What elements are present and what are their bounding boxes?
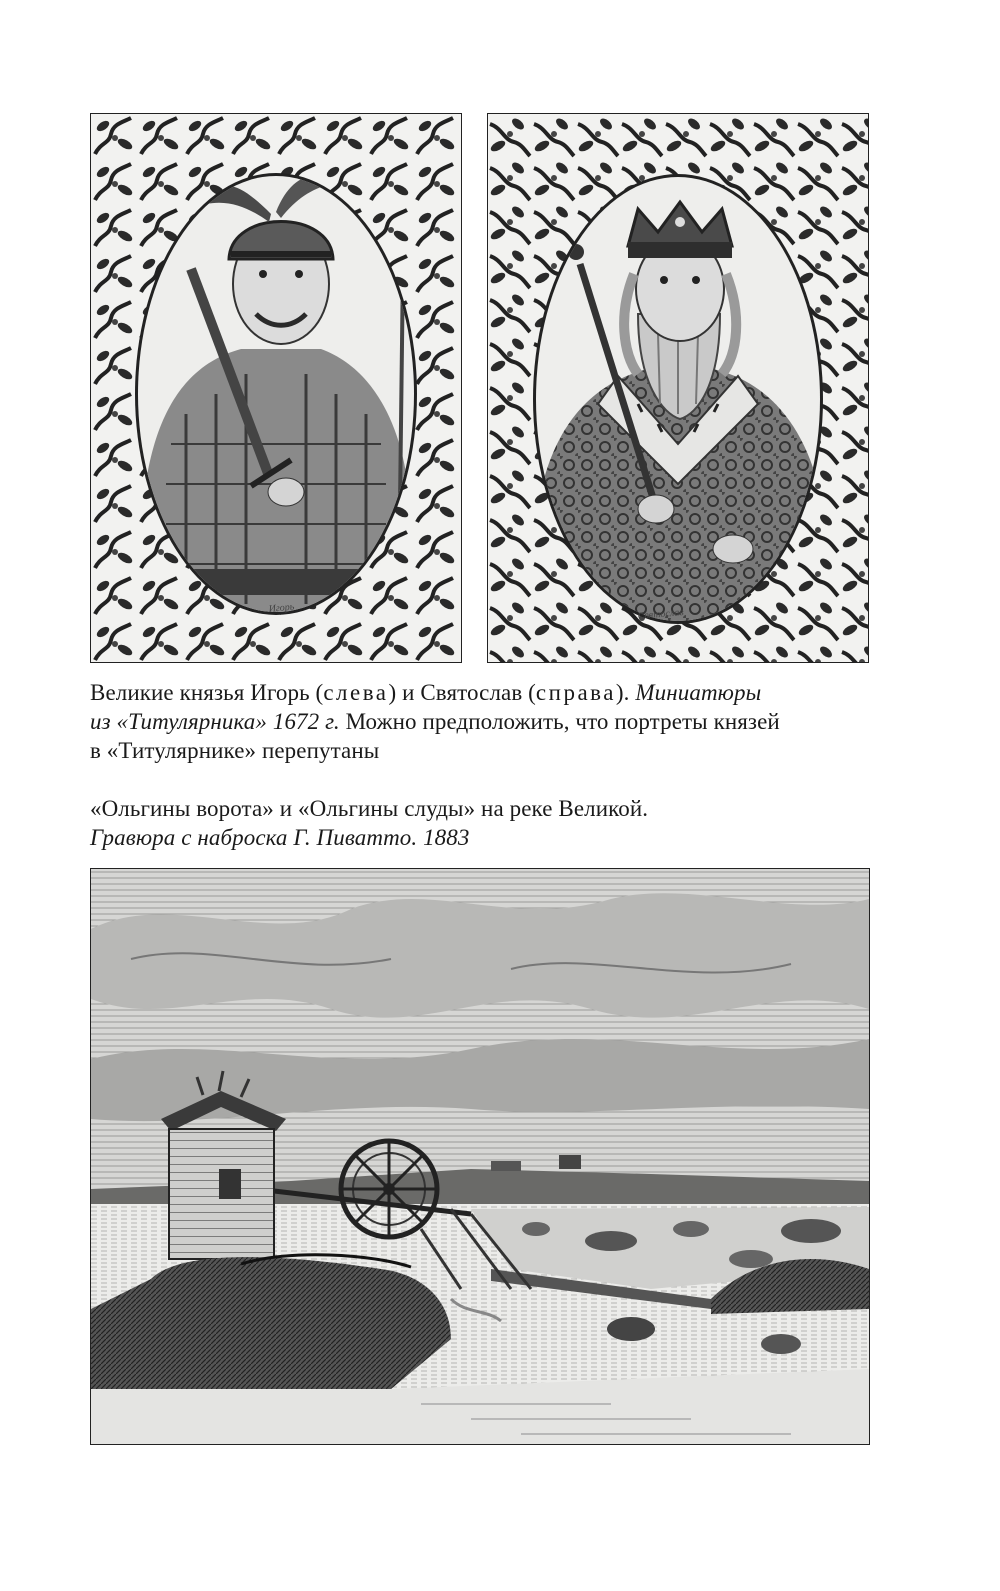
portrait-igor-drawing xyxy=(91,114,461,662)
caption-italic-a: Миниатюры xyxy=(635,680,762,705)
svyatoslav-inscription: Святослав xyxy=(637,607,685,622)
caption-right-word: справа xyxy=(535,680,616,705)
portrait-svyatoslav-drawing xyxy=(488,114,868,662)
portrait-igor xyxy=(90,113,462,663)
caption-text-a: Великие князья Игорь ( xyxy=(90,680,324,705)
caption-italic-b: из «Титулярника» 1672 г. xyxy=(90,709,340,734)
portrait-svyatoslav xyxy=(487,113,869,663)
caption-left-word: слева xyxy=(323,680,389,705)
engraving-drawing xyxy=(91,869,869,1444)
caption-line-3: в «Титулярнике» перепутаны xyxy=(90,738,380,763)
caption-text-b: ) и Святослав ( xyxy=(388,680,536,705)
engraving-caption-line-2: Гравюра с наброска Г. Пиватто. 1883 xyxy=(90,825,470,850)
engraving-caption-line-1: «Ольгины ворота» и «Ольгины слуды» на реке Великой. xyxy=(90,796,649,821)
water-wheel xyxy=(341,1141,437,1237)
igor-inscription: Игорь xyxy=(268,601,295,615)
engraving-river-mill xyxy=(90,868,870,1445)
portraits-caption xyxy=(90,678,870,765)
caption-text-d: Можно предположить, что портреты князей xyxy=(339,709,780,734)
caption-text-c: ). xyxy=(615,680,636,705)
engraving-caption xyxy=(90,794,870,852)
